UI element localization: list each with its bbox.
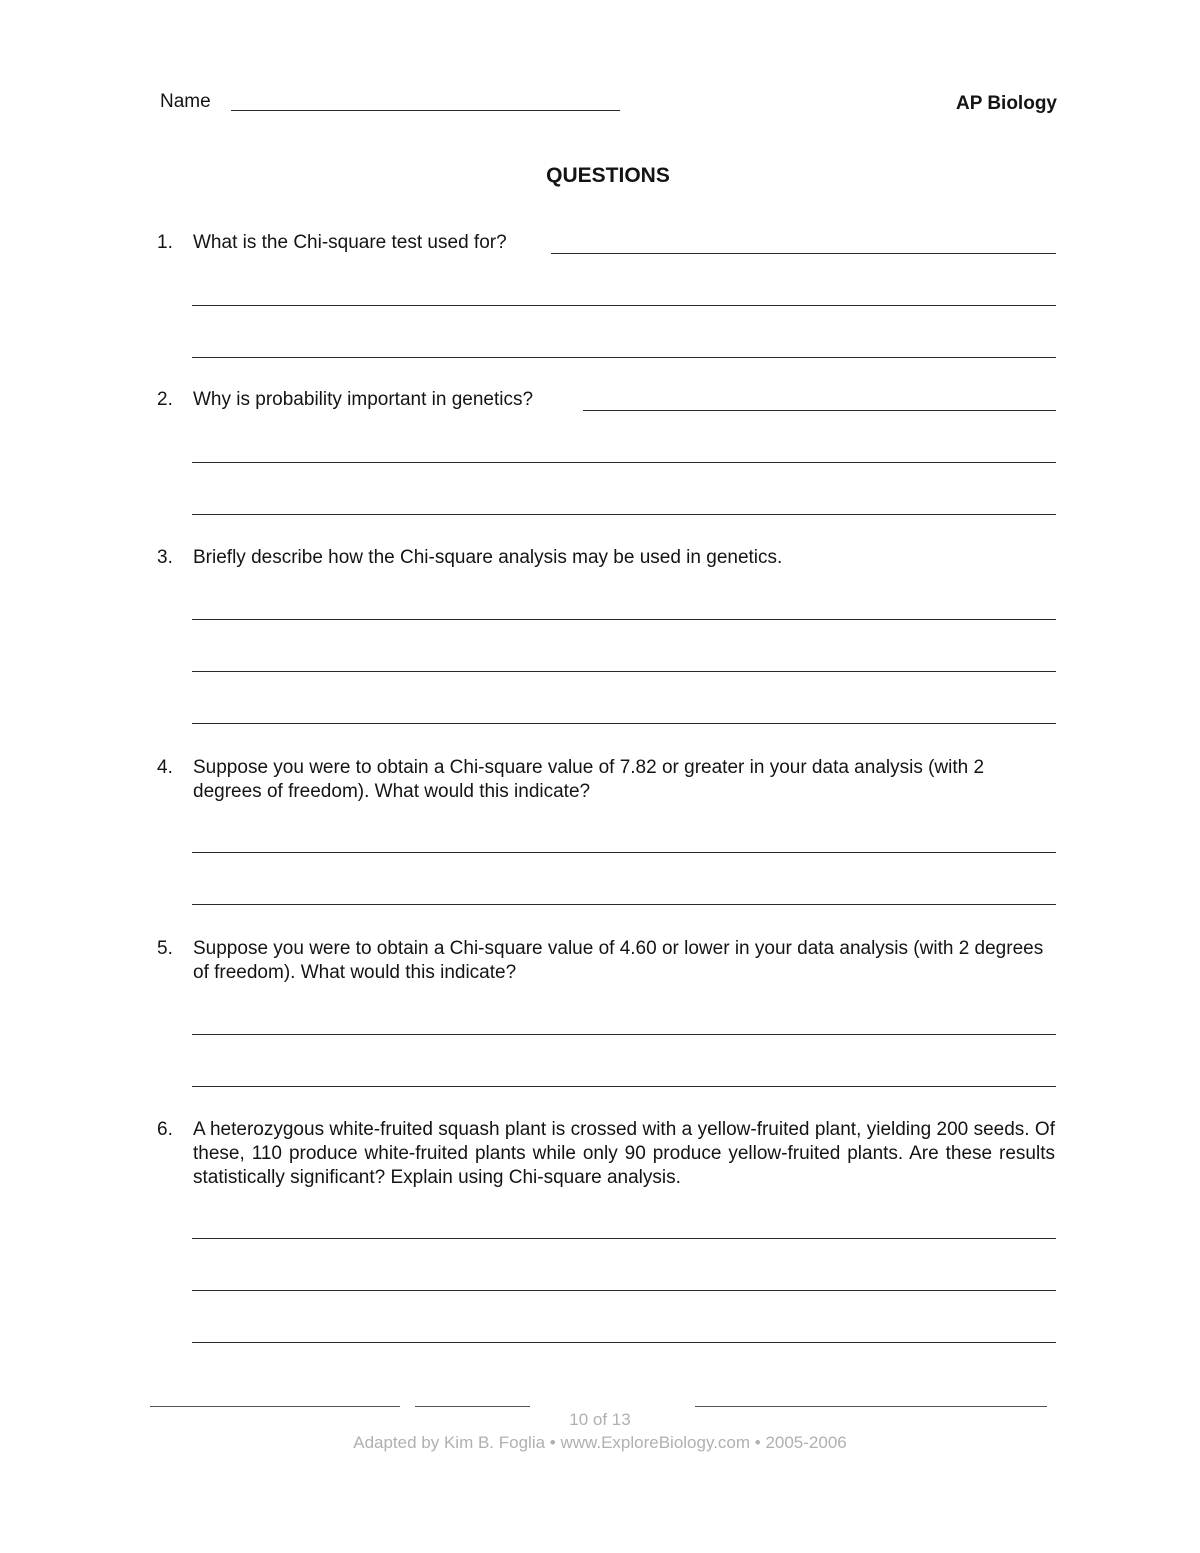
question-3-answer-line[interactable] (192, 671, 1056, 672)
question-6-answer-line[interactable] (192, 1342, 1056, 1343)
page-title: QUESTIONS (546, 164, 670, 187)
question-5-text: Suppose you were to obtain a Chi-square value of 4.60 or lower in your data analysis (with 2 degrees of freedom). What would this indicate? (193, 938, 1044, 983)
question-4-answer-line[interactable] (192, 904, 1056, 905)
question-6-answer-line[interactable] (192, 1238, 1056, 1239)
question-5-answer-line[interactable] (192, 1086, 1056, 1087)
question-4-answer-line[interactable] (192, 852, 1056, 853)
question-2-answer-line[interactable] (192, 462, 1056, 463)
question-2-answer-line[interactable] (192, 514, 1056, 515)
question-5-answer-line[interactable] (192, 1034, 1056, 1035)
question-3-number: 3. (157, 547, 173, 568)
page-number: 10 of 13 (569, 1410, 631, 1429)
question-1-answer-line[interactable] (192, 357, 1056, 358)
question-2-answer-line[interactable] (583, 410, 1056, 411)
footer-rule-right (695, 1406, 1047, 1407)
question-3-answer-line[interactable] (192, 619, 1056, 620)
question-3-answer-line[interactable] (192, 723, 1056, 724)
course-label: AP Biology (956, 93, 1057, 114)
question-1-answer-line[interactable] (551, 253, 1056, 254)
question-1-text: What is the Chi-square test used for? (193, 232, 507, 253)
name-answer-line[interactable] (231, 110, 620, 111)
question-4-number: 4. (157, 757, 173, 778)
question-5-number: 5. (157, 938, 173, 959)
question-3-text: Briefly describe how the Chi-square analysis may be used in genetics. (193, 547, 783, 568)
question-6-text: A heterozygous white-fruited squash plant is crossed with a yellow-fruited plant, yielding 200 seeds. Of these, 110 produce white-fruited plants while only 90 produce yellow-fruited plants. Are these results statistically significant? Explain using Chi-square analysis. (193, 1119, 1055, 1188)
footer-rule-middle (415, 1406, 530, 1407)
name-label: Name (160, 91, 211, 112)
question-2-text: Why is probability important in genetics? (193, 389, 534, 410)
footer-credit: Adapted by Kim B. Foglia • www.ExploreBiology.com • 2005-2006 (353, 1433, 847, 1452)
question-6-answer-line[interactable] (192, 1290, 1056, 1291)
footer-rule-left (150, 1406, 400, 1407)
question-6-number: 6. (157, 1119, 173, 1140)
question-1-answer-line[interactable] (192, 305, 1056, 306)
question-2-number: 2. (157, 389, 173, 410)
question-1-number: 1. (157, 232, 173, 253)
question-4-text: Suppose you were to obtain a Chi-square value of 7.82 or greater in your data analysis (with 2 degrees of freedom). What would this indicate? (193, 757, 985, 802)
